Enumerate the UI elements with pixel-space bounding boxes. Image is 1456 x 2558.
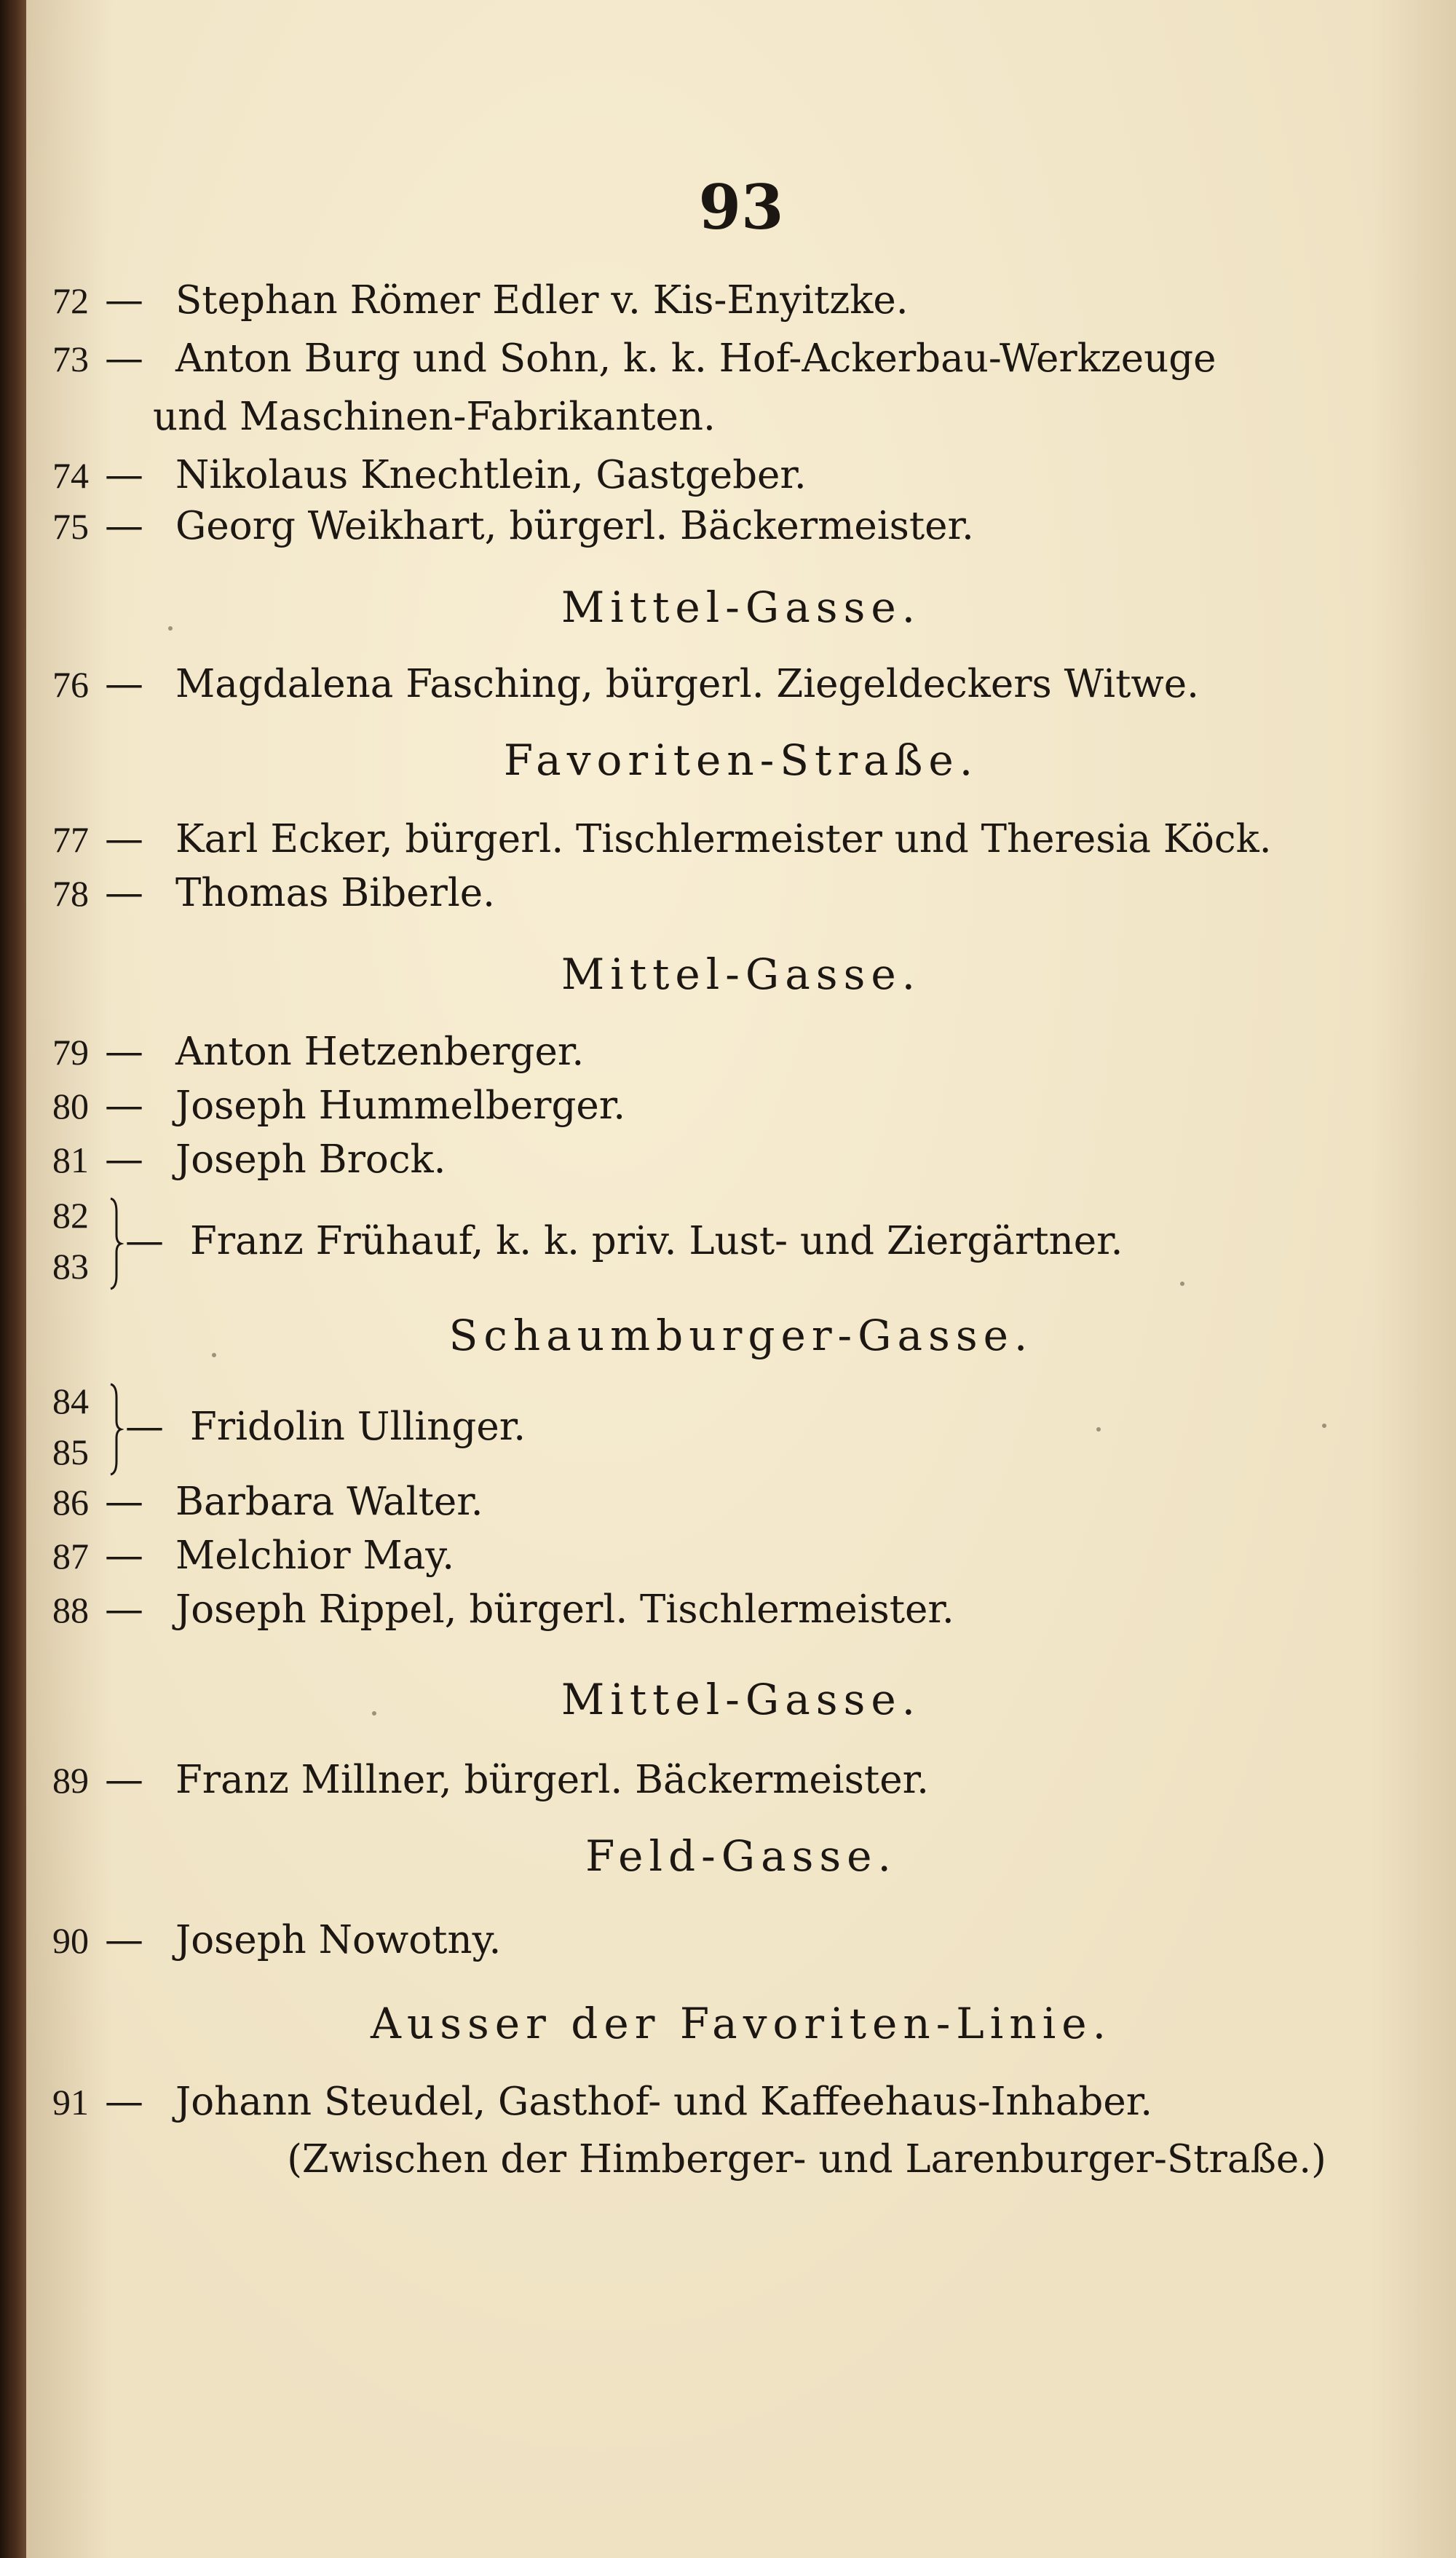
list-item-pair: [26, 1380, 1409, 1482]
house-number: 90: [52, 1920, 89, 1961]
house-number: 76: [52, 664, 89, 705]
entry-text: Barbara Walter.: [175, 1480, 483, 1524]
entry-text: Joseph Brock.: [175, 1137, 446, 1182]
dash: —: [105, 1137, 143, 1182]
house-number: 81: [52, 1140, 89, 1180]
dash: —: [105, 662, 143, 706]
house-number: 73: [52, 339, 89, 379]
entry-text: Stephan Römer Edler v. Kis-Enyitzke.: [175, 278, 909, 323]
house-number: 78: [52, 873, 89, 914]
entry-text-continuation: und Maschinen-Fabrikanten.: [153, 395, 716, 439]
dash: —: [105, 453, 143, 497]
dash: —: [125, 1219, 164, 1263]
brace-icon: [106, 1383, 124, 1476]
paper-speck: [212, 1353, 216, 1357]
entry-text: Joseph Rippel, bürgerl. Tischlermeister.: [175, 1587, 954, 1632]
dash: —: [105, 871, 143, 915]
paper-speck: [1096, 1427, 1101, 1432]
street-heading: Mittel-Gasse.: [561, 950, 922, 999]
dash: —: [105, 1030, 143, 1074]
entry-text: Melchior May.: [175, 1533, 455, 1578]
page-number: 93: [698, 171, 784, 243]
dash: —: [105, 1587, 143, 1632]
paper-speck: [1180, 1282, 1184, 1286]
list-item-pair: [26, 1194, 1409, 1296]
brace-icon: [106, 1197, 124, 1290]
house-number: 80: [52, 1086, 89, 1126]
dash: —: [105, 1480, 143, 1524]
house-number: 79: [52, 1032, 89, 1073]
location-note: (Zwischen der Himberger- und Larenburger-Straße.): [287, 2137, 1326, 2182]
house-number: 74: [52, 455, 89, 496]
entry-text: Fridolin Ullinger.: [190, 1405, 526, 1449]
house-number: 82: [52, 1195, 89, 1236]
entry-text: Anton Burg und Sohn, k. k. Hof-Ackerbau-Werkzeuge: [175, 336, 1216, 381]
entry-text: Franz Millner, bürgerl. Bäckermeister.: [175, 1758, 929, 1802]
house-number: 89: [52, 1760, 89, 1801]
dash: —: [105, 1083, 143, 1128]
dash: —: [105, 278, 143, 323]
house-number: 88: [52, 1590, 89, 1630]
house-number: 87: [52, 1536, 89, 1576]
house-number: 86: [52, 1482, 89, 1523]
house-number: 83: [52, 1246, 89, 1287]
street-heading: Favoriten-Straße.: [503, 735, 979, 785]
street-heading: Schaumburger-Gasse.: [448, 1311, 1034, 1360]
house-number: 72: [52, 280, 89, 321]
book-page: [26, 0, 1456, 2558]
dash: —: [125, 1405, 164, 1449]
street-heading: Mittel-Gasse.: [561, 583, 922, 632]
house-number: 84: [52, 1381, 89, 1421]
paper-speck: [1322, 1424, 1326, 1428]
entry-text: Magdalena Fasching, bürgerl. Ziegeldeckers Witwe.: [175, 662, 1199, 706]
entry-text: Franz Frühauf, k. k. priv. Lust- und Ziergärtner.: [190, 1219, 1123, 1263]
entry-text: Anton Hetzenberger.: [175, 1030, 585, 1074]
entry-text: Nikolaus Knechtlein, Gastgeber.: [175, 453, 807, 497]
paper-speck: [372, 1711, 376, 1716]
entry-text: Georg Weikhart, bürgerl. Bäckermeister.: [175, 504, 974, 548]
house-number: 77: [52, 819, 89, 860]
dash: —: [105, 504, 143, 548]
entry-text: Joseph Nowotny.: [175, 1918, 502, 1962]
entry-text: Joseph Hummelberger.: [175, 1083, 626, 1128]
house-number: 75: [52, 506, 89, 547]
dash: —: [105, 817, 143, 861]
paper-speck: [168, 626, 173, 631]
entry-text: Thomas Biberle.: [175, 871, 495, 915]
entry-text: Karl Ecker, bürgerl. Tischlermeister und Theresia Köck.: [175, 817, 1272, 861]
dash: —: [105, 1758, 143, 1802]
street-heading: Mittel-Gasse.: [561, 1675, 922, 1724]
dash: —: [105, 1918, 143, 1962]
entry-text: Johann Steudel, Gasthof- und Kaffeehaus-Inhaber.: [175, 2080, 1153, 2124]
dash: —: [105, 1533, 143, 1578]
house-number: 91: [52, 2082, 89, 2123]
section-heading: Ausser der Favoriten-Linie.: [370, 1999, 1112, 2048]
dash: —: [105, 2080, 143, 2124]
street-heading: Feld-Gasse.: [585, 1831, 897, 1881]
book-spine: [0, 0, 26, 2558]
dash: —: [105, 336, 143, 381]
house-number: 85: [52, 1432, 89, 1472]
